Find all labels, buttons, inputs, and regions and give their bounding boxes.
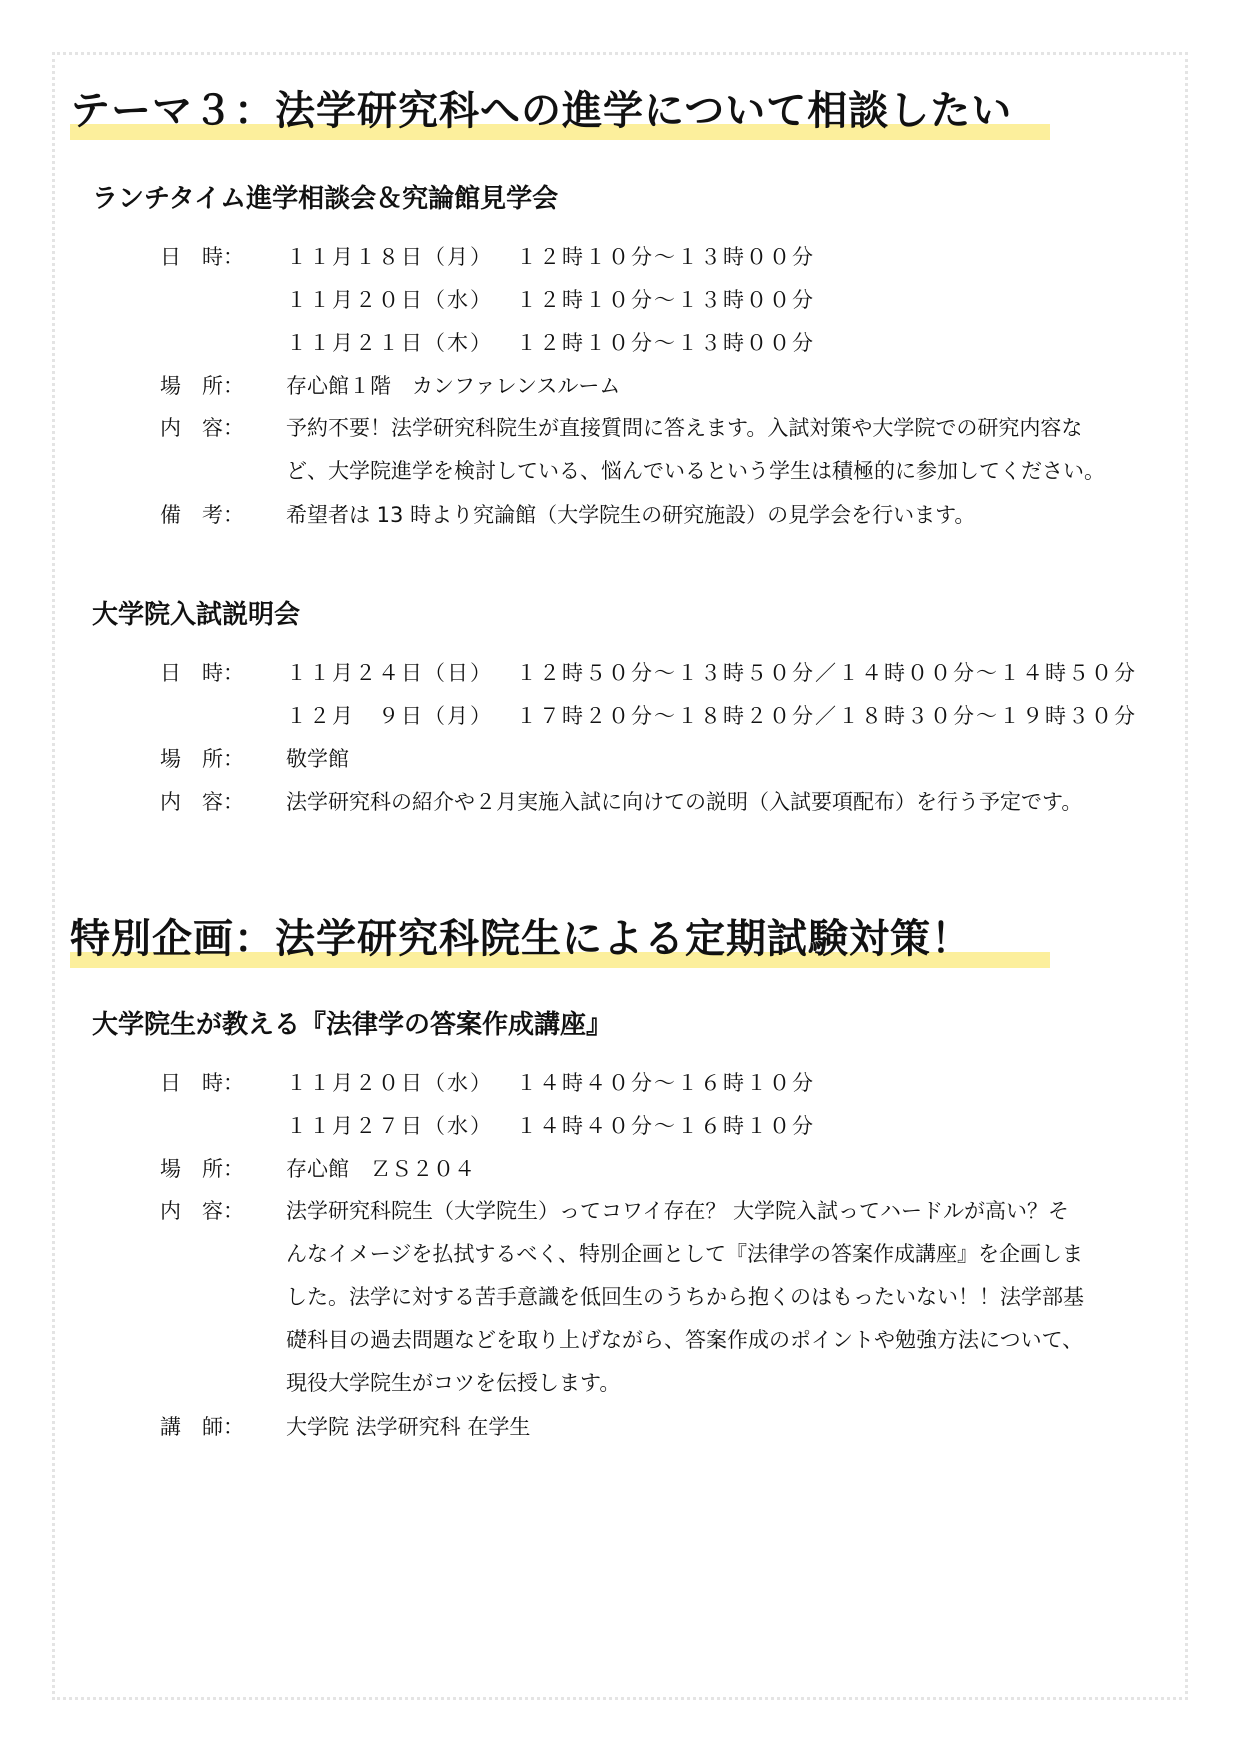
session-time: １４時４０分～１６時１０分	[516, 1071, 815, 1095]
datetime-label: 日 時：	[160, 661, 244, 685]
datetime-row	[160, 236, 1160, 278]
lecturer-label: 講 師：	[160, 1415, 244, 1439]
place-value: 存心館 ＺＳ２０４	[286, 1157, 475, 1181]
lecturer-row	[160, 1406, 1160, 1448]
session-date: １１月２０日（水）	[286, 288, 493, 312]
lecturer-value: 大学院 法学研究科 在学生	[286, 1415, 531, 1439]
datetime-label: 日 時：	[160, 245, 244, 269]
datetime-row	[160, 279, 1160, 321]
session-date: １２月 ９日（月）	[286, 704, 493, 728]
datetime-label: 日 時：	[160, 1071, 244, 1095]
content-line: 法学研究科院生（大学院生）ってコワイ存在？ 大学院入試ってハードルが高い？そ	[286, 1199, 1070, 1223]
place-value: 存心館１階 カンファレンスルーム	[286, 374, 621, 398]
event-title-answer-course: 大学院生が教える『法律学の答案作成講座』	[92, 1010, 613, 1040]
datetime-row	[160, 322, 1160, 364]
session-date: １１月２０日（水）	[286, 1071, 493, 1095]
session-date: １１月２７日（水）	[286, 1114, 493, 1138]
place-label: 場 所：	[160, 374, 244, 398]
session-date: １１月２４日（日）	[286, 661, 493, 685]
place-row	[160, 738, 1160, 780]
session-date: １１月１８日（月）	[286, 245, 493, 269]
content-label: 内 容：	[160, 790, 244, 814]
session-time: １２時１０分～１３時００分	[516, 331, 815, 355]
section-title-theme3	[70, 86, 1050, 142]
place-value: 敬学館	[286, 747, 349, 771]
content-line: した。法学に対する苦手意識を低回生のうちから抱くのはもったいない！！法学部基	[286, 1285, 1084, 1309]
session-date: １１月２１日（木）	[286, 331, 493, 355]
content-line: 予約不要！法学研究科院生が直接質問に答えます。入試対策や大学院での研究内容な	[286, 416, 1083, 440]
event-title-exam-briefing: 大学院入試説明会	[92, 600, 301, 630]
note-value: 希望者は 13 時より究論館（大学院生の研究施設）の見学会を行います。	[286, 503, 976, 527]
session-time: １４時４０分～１６時１０分	[516, 1114, 815, 1138]
section-title-text: 特別企画：法学研究科院生による定期試験対策！	[70, 916, 972, 962]
place-label: 場 所：	[160, 747, 244, 771]
place-row	[160, 1148, 1160, 1190]
place-row	[160, 365, 1160, 407]
note-label: 備 考：	[160, 503, 244, 527]
datetime-row	[160, 1062, 1160, 1104]
datetime-row	[160, 1105, 1160, 1147]
content-line: んなイメージを払拭するべく、特別企画として『法律学の答案作成講座』を企画しま	[286, 1242, 1083, 1266]
session-time: １２時１０分～１３時００分	[516, 288, 815, 312]
session-time: １７時２０分～１８時２０分／１８時３０分～１９時３０分	[516, 704, 1137, 728]
content-text	[286, 407, 1156, 493]
datetime-row	[160, 695, 1160, 737]
event-title-lunchtime: ランチタイム進学相談会＆究論館見学会	[92, 184, 559, 214]
place-label: 場 所：	[160, 1157, 244, 1181]
session-time: １２時５０分～１３時５０分／１４時００分～１４時５０分	[516, 661, 1137, 685]
section-title-text: テーマ３：法学研究科への進学について相談したい	[70, 88, 1013, 134]
content-value: 法学研究科の紹介や２月実施入試に向けての説明（入試要項配布）を行う予定です。	[286, 790, 1083, 814]
session-time: １２時１０分～１３時００分	[516, 245, 815, 269]
content-label: 内 容：	[160, 416, 244, 440]
note-row	[160, 494, 1160, 536]
content-text	[286, 1190, 1156, 1405]
content-label: 内 容：	[160, 1199, 244, 1223]
section-title-special	[70, 914, 1050, 970]
content-line: ど、大学院進学を検討している、悩んでいるという学生は積極的に参加してください。	[286, 459, 1105, 483]
content-row	[160, 781, 1160, 823]
content-line: 現役大学院生がコツを伝授します。	[286, 1371, 621, 1395]
content-line: 礎科目の過去問題などを取り上げながら、答案作成のポイントや勉強方法について、	[286, 1328, 1084, 1352]
datetime-row	[160, 652, 1160, 694]
